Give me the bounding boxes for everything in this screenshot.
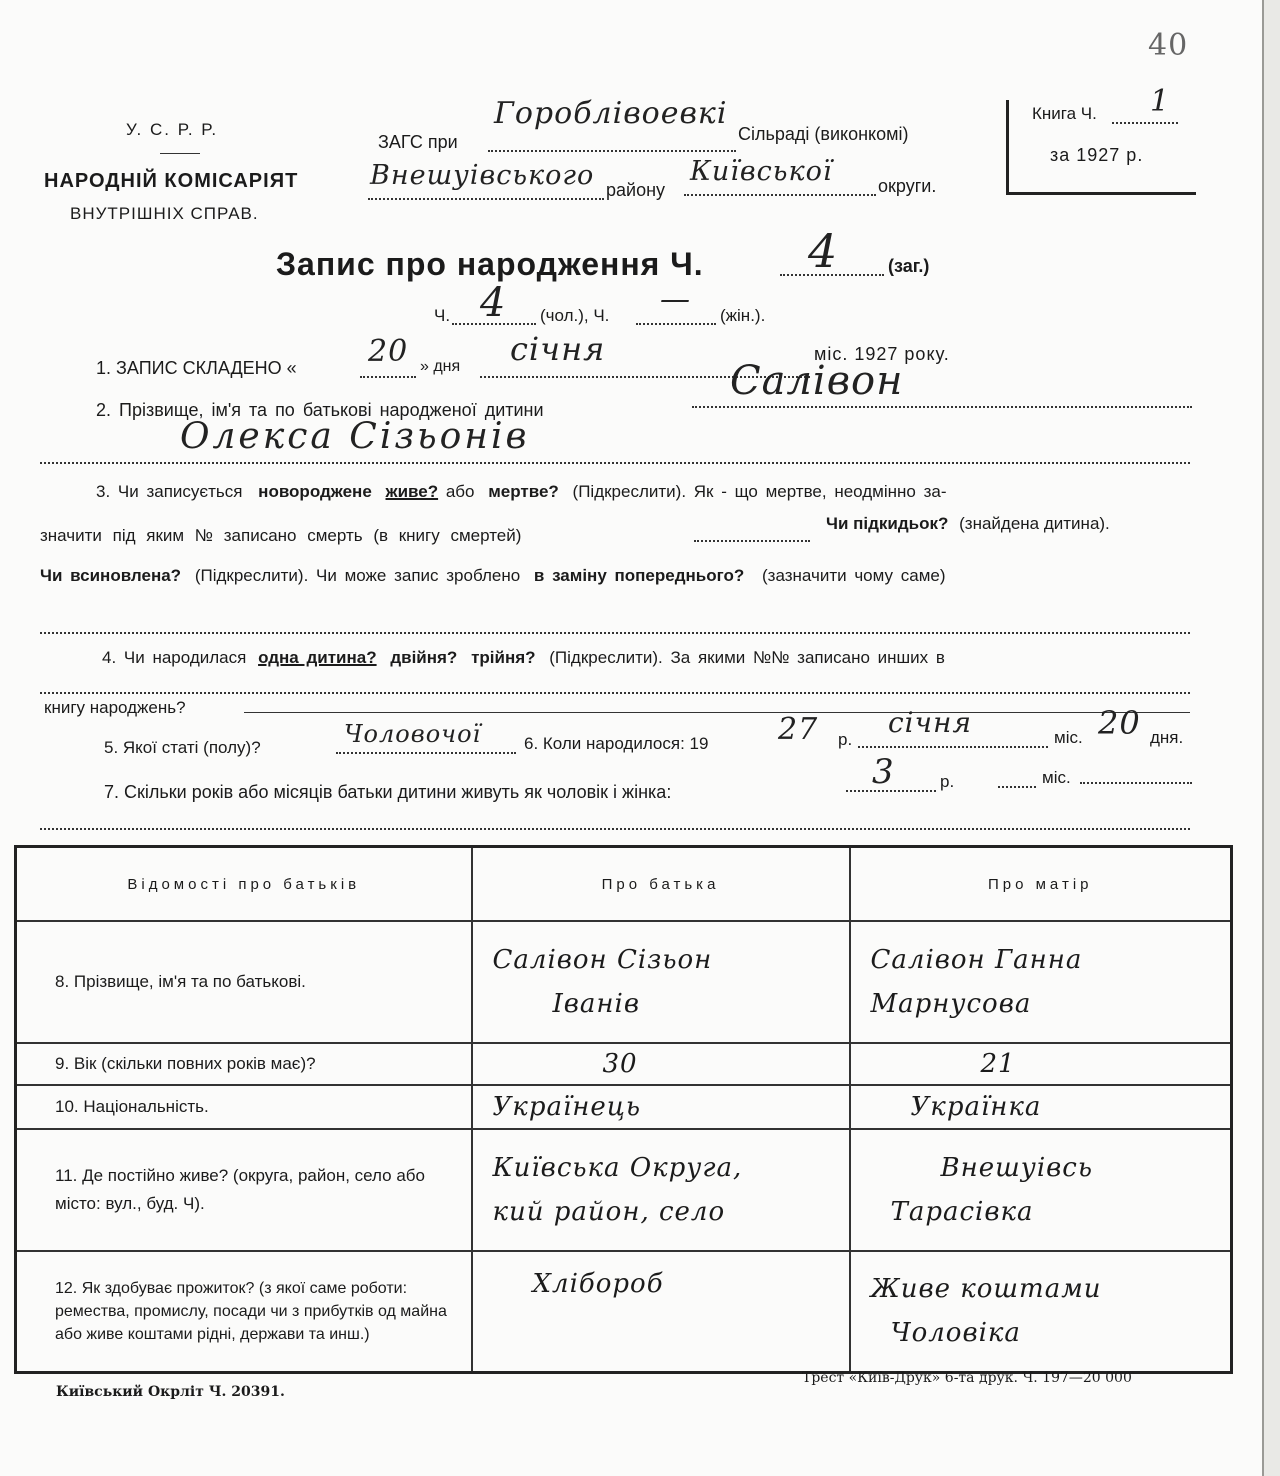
mother-value: Українка: [910, 1091, 1042, 1122]
item3-line3: [40, 566, 946, 586]
item1-suffix: міс. 1927 року.: [814, 344, 950, 364]
header-department: ВНУТРІШНІХ СПРАВ.: [70, 204, 259, 223]
item3-l2b: Чи підкидьок?: [826, 514, 949, 533]
item3-l1e: мертве?: [488, 482, 559, 501]
item4-l1b: одна дитина?: [258, 648, 377, 667]
fill-line: [846, 790, 936, 792]
item7-label: 7. Скільки років або місяців батьки дитини живуть як чоловік і жінка:: [104, 782, 672, 802]
item3-l3a: Чи всиновлена?: [40, 566, 182, 585]
fill-line: [858, 746, 1048, 748]
item7-mis: міс.: [1042, 768, 1071, 787]
mother-cell: [850, 1251, 1232, 1373]
table-header-row: [16, 847, 1232, 921]
fill-line: [998, 786, 1036, 788]
mother-value: Чоловіка: [890, 1318, 1021, 1349]
item3-l3b: (Підкреслити). Чи може запис зроблено: [194, 566, 521, 585]
fill-line: [780, 274, 884, 276]
page-edge: [1262, 0, 1280, 1476]
mother-cell: [850, 1129, 1232, 1251]
item3-l1f: (Підкреслити). Як - що мертве, неодмінно за-: [572, 482, 947, 501]
item6-r: р.: [838, 730, 853, 749]
item7-years-handwritten: 3: [872, 752, 895, 792]
district-label: району: [606, 180, 666, 200]
village-handwritten: Гороблівоевкі: [494, 96, 728, 131]
item4-l1a: 4. Чи народилася: [102, 648, 247, 667]
fill-line: [40, 828, 1190, 830]
item1-prefix: 1. ЗАПИС СКЛАДЕНО «: [96, 358, 297, 378]
father-value: Українець: [492, 1091, 642, 1122]
fill-line: [692, 406, 1192, 408]
fill-line: [40, 692, 1190, 694]
item6-dnia: дня.: [1150, 728, 1184, 747]
male-label: (чол.), Ч.: [540, 306, 610, 325]
zags-prefix: ЗАГС при: [378, 132, 458, 152]
item6-year-handwritten: 27: [778, 712, 819, 747]
father-value: Іванів: [552, 988, 640, 1019]
father-cell: [472, 1251, 850, 1373]
table-row: [16, 1251, 1232, 1373]
record-number-handwritten: 4: [808, 224, 839, 278]
row-label: 12. Як здобуває прожиток? (з якої саме роботи: ремества, промислу, посади чи з прибутків од майна або живе коштами рідні, держави та инш.): [16, 1251, 472, 1373]
record-title-suffix: (заг.): [888, 256, 930, 276]
father-value: Київська Округа,: [492, 1152, 743, 1183]
col-header-father: Про батька: [472, 847, 850, 921]
fill-line: [244, 712, 1190, 713]
item5-label: 5. Якої статі (полу)?: [104, 738, 261, 757]
row-label: 8. Прізвище, ім'я та по батькові.: [16, 921, 472, 1043]
item2-name-handwritten: Олекса Сізьонів: [180, 416, 530, 457]
fill-line: [40, 462, 1190, 464]
fill-line: [694, 540, 810, 542]
father-value: Салівон Сізьон: [492, 944, 713, 975]
item4-l1c: двійня?: [390, 648, 458, 667]
item3-l1d: або: [445, 482, 475, 501]
male-number-handwritten: 4: [480, 280, 507, 326]
item3-l3c: в заміну попереднього?: [533, 566, 745, 585]
table-row: [16, 1043, 1232, 1085]
item2-label: 2. Прізвище, ім'я та по батькові народженої дитини: [96, 400, 544, 420]
father-cell: [472, 1043, 850, 1085]
item6-day-handwritten: 20: [1098, 704, 1141, 742]
table-row: [16, 921, 1232, 1043]
fill-line: [452, 323, 536, 325]
mother-cell: [850, 1085, 1232, 1129]
mother-value: Марнусова: [870, 988, 1032, 1019]
council-suffix: Сільраді (виконкомі): [738, 124, 909, 144]
header-commissariat: НАРОДНІЙ КОМІСАРІЯТ: [44, 170, 299, 192]
item3-l1b: новороджене: [258, 482, 372, 501]
item3-l2a: значити під яким № записано смерть (в книгу смертей): [40, 526, 522, 545]
record-title: Запис про народження Ч.: [276, 246, 704, 282]
row-label: 10. Національність.: [16, 1085, 472, 1129]
item3-l1c: живе?: [385, 482, 439, 501]
fill-line: [488, 150, 736, 152]
item4-line2: книгу народжень?: [44, 698, 186, 717]
father-cell: [472, 1085, 850, 1129]
district-handwritten: Внешуівського: [370, 160, 595, 191]
fill-line: [684, 194, 876, 196]
divider: [160, 153, 200, 154]
item3-line1: [96, 482, 947, 502]
mother-value: Тарасівка: [890, 1196, 1034, 1227]
fill-line: [336, 752, 516, 754]
col-header-mother: Про матір: [850, 847, 1232, 921]
item6-mis: міс.: [1054, 728, 1083, 747]
mother-value: 21: [980, 1048, 1016, 1079]
parents-table: [14, 845, 1233, 1374]
footer-left: Київський Окрліт Ч. 20391.: [56, 1384, 285, 1400]
mother-value: Внешуівсь: [940, 1152, 1093, 1183]
book-label: Книга Ч.: [1032, 104, 1097, 123]
book-box-left: [1006, 100, 1009, 194]
fill-line: [368, 198, 604, 200]
item4-line1: [102, 648, 945, 668]
col-header-info: Відомості про батьків: [16, 847, 472, 921]
father-cell: [472, 1129, 850, 1251]
item3-line2: [40, 526, 521, 546]
item6-month-handwritten: січня: [888, 706, 973, 739]
table-row: [16, 1085, 1232, 1129]
father-value: Хлібороб: [532, 1268, 664, 1299]
mother-cell: [850, 1043, 1232, 1085]
fill-line: [360, 376, 416, 378]
item1-mid: » дня: [420, 358, 461, 375]
item1-day-handwritten: 20: [368, 334, 409, 369]
item3-l3d: (зазначити чому саме): [761, 566, 946, 585]
page-number: 40: [1148, 28, 1189, 63]
fill-line: [636, 323, 716, 325]
book-box-bottom: [1006, 192, 1196, 195]
okrug-handwritten: Київської: [690, 156, 833, 187]
mother-value: Живе коштами: [870, 1274, 1102, 1305]
father-cell: [472, 921, 850, 1043]
header-republic: У. С. Р. Р.: [126, 120, 219, 139]
item3-line2-right: [826, 514, 1110, 534]
fill-line: [40, 632, 1190, 634]
item4-l1d: трійня?: [471, 648, 536, 667]
item2-surname-handwritten: Салівон: [730, 358, 904, 404]
item3-l1a: 3. Чи записується: [96, 482, 243, 501]
book-number-handwritten: 1: [1150, 84, 1171, 119]
item5-handwritten: Чоловочої: [344, 720, 482, 748]
item1-month-handwritten: січня: [510, 330, 606, 368]
item6-label: 6. Коли народилося: 19: [524, 734, 709, 753]
female-label: (жін.).: [720, 306, 766, 325]
father-value: кий район, село: [492, 1196, 726, 1227]
fill-line: [1080, 782, 1192, 784]
item7-r: р.: [940, 772, 955, 791]
book-year: за 1927 р.: [1050, 145, 1144, 165]
item3-l2c: (знайдена дитина).: [959, 514, 1110, 533]
mother-value: Салівон Ганна: [870, 944, 1083, 975]
item4-l1e: (Підкреслити). За якими №№ записано инших в: [549, 648, 945, 667]
okrug-label: округи.: [878, 176, 937, 196]
female-number-handwritten: —: [660, 282, 691, 317]
fill-line: [1112, 122, 1178, 124]
row-label: 9. Вік (скільки повних років має)?: [16, 1043, 472, 1085]
father-value: 30: [602, 1048, 638, 1079]
male-prefix: Ч.: [434, 306, 451, 325]
table-row: [16, 1129, 1232, 1251]
mother-cell: [850, 921, 1232, 1043]
footer-right: Трест «Київ-Друк» 6-та друк. Ч. 197—20 000: [802, 1370, 1132, 1386]
row-label: 11. Де постійно живе? (округа, район, село або місто: вул., буд. Ч).: [16, 1129, 472, 1251]
